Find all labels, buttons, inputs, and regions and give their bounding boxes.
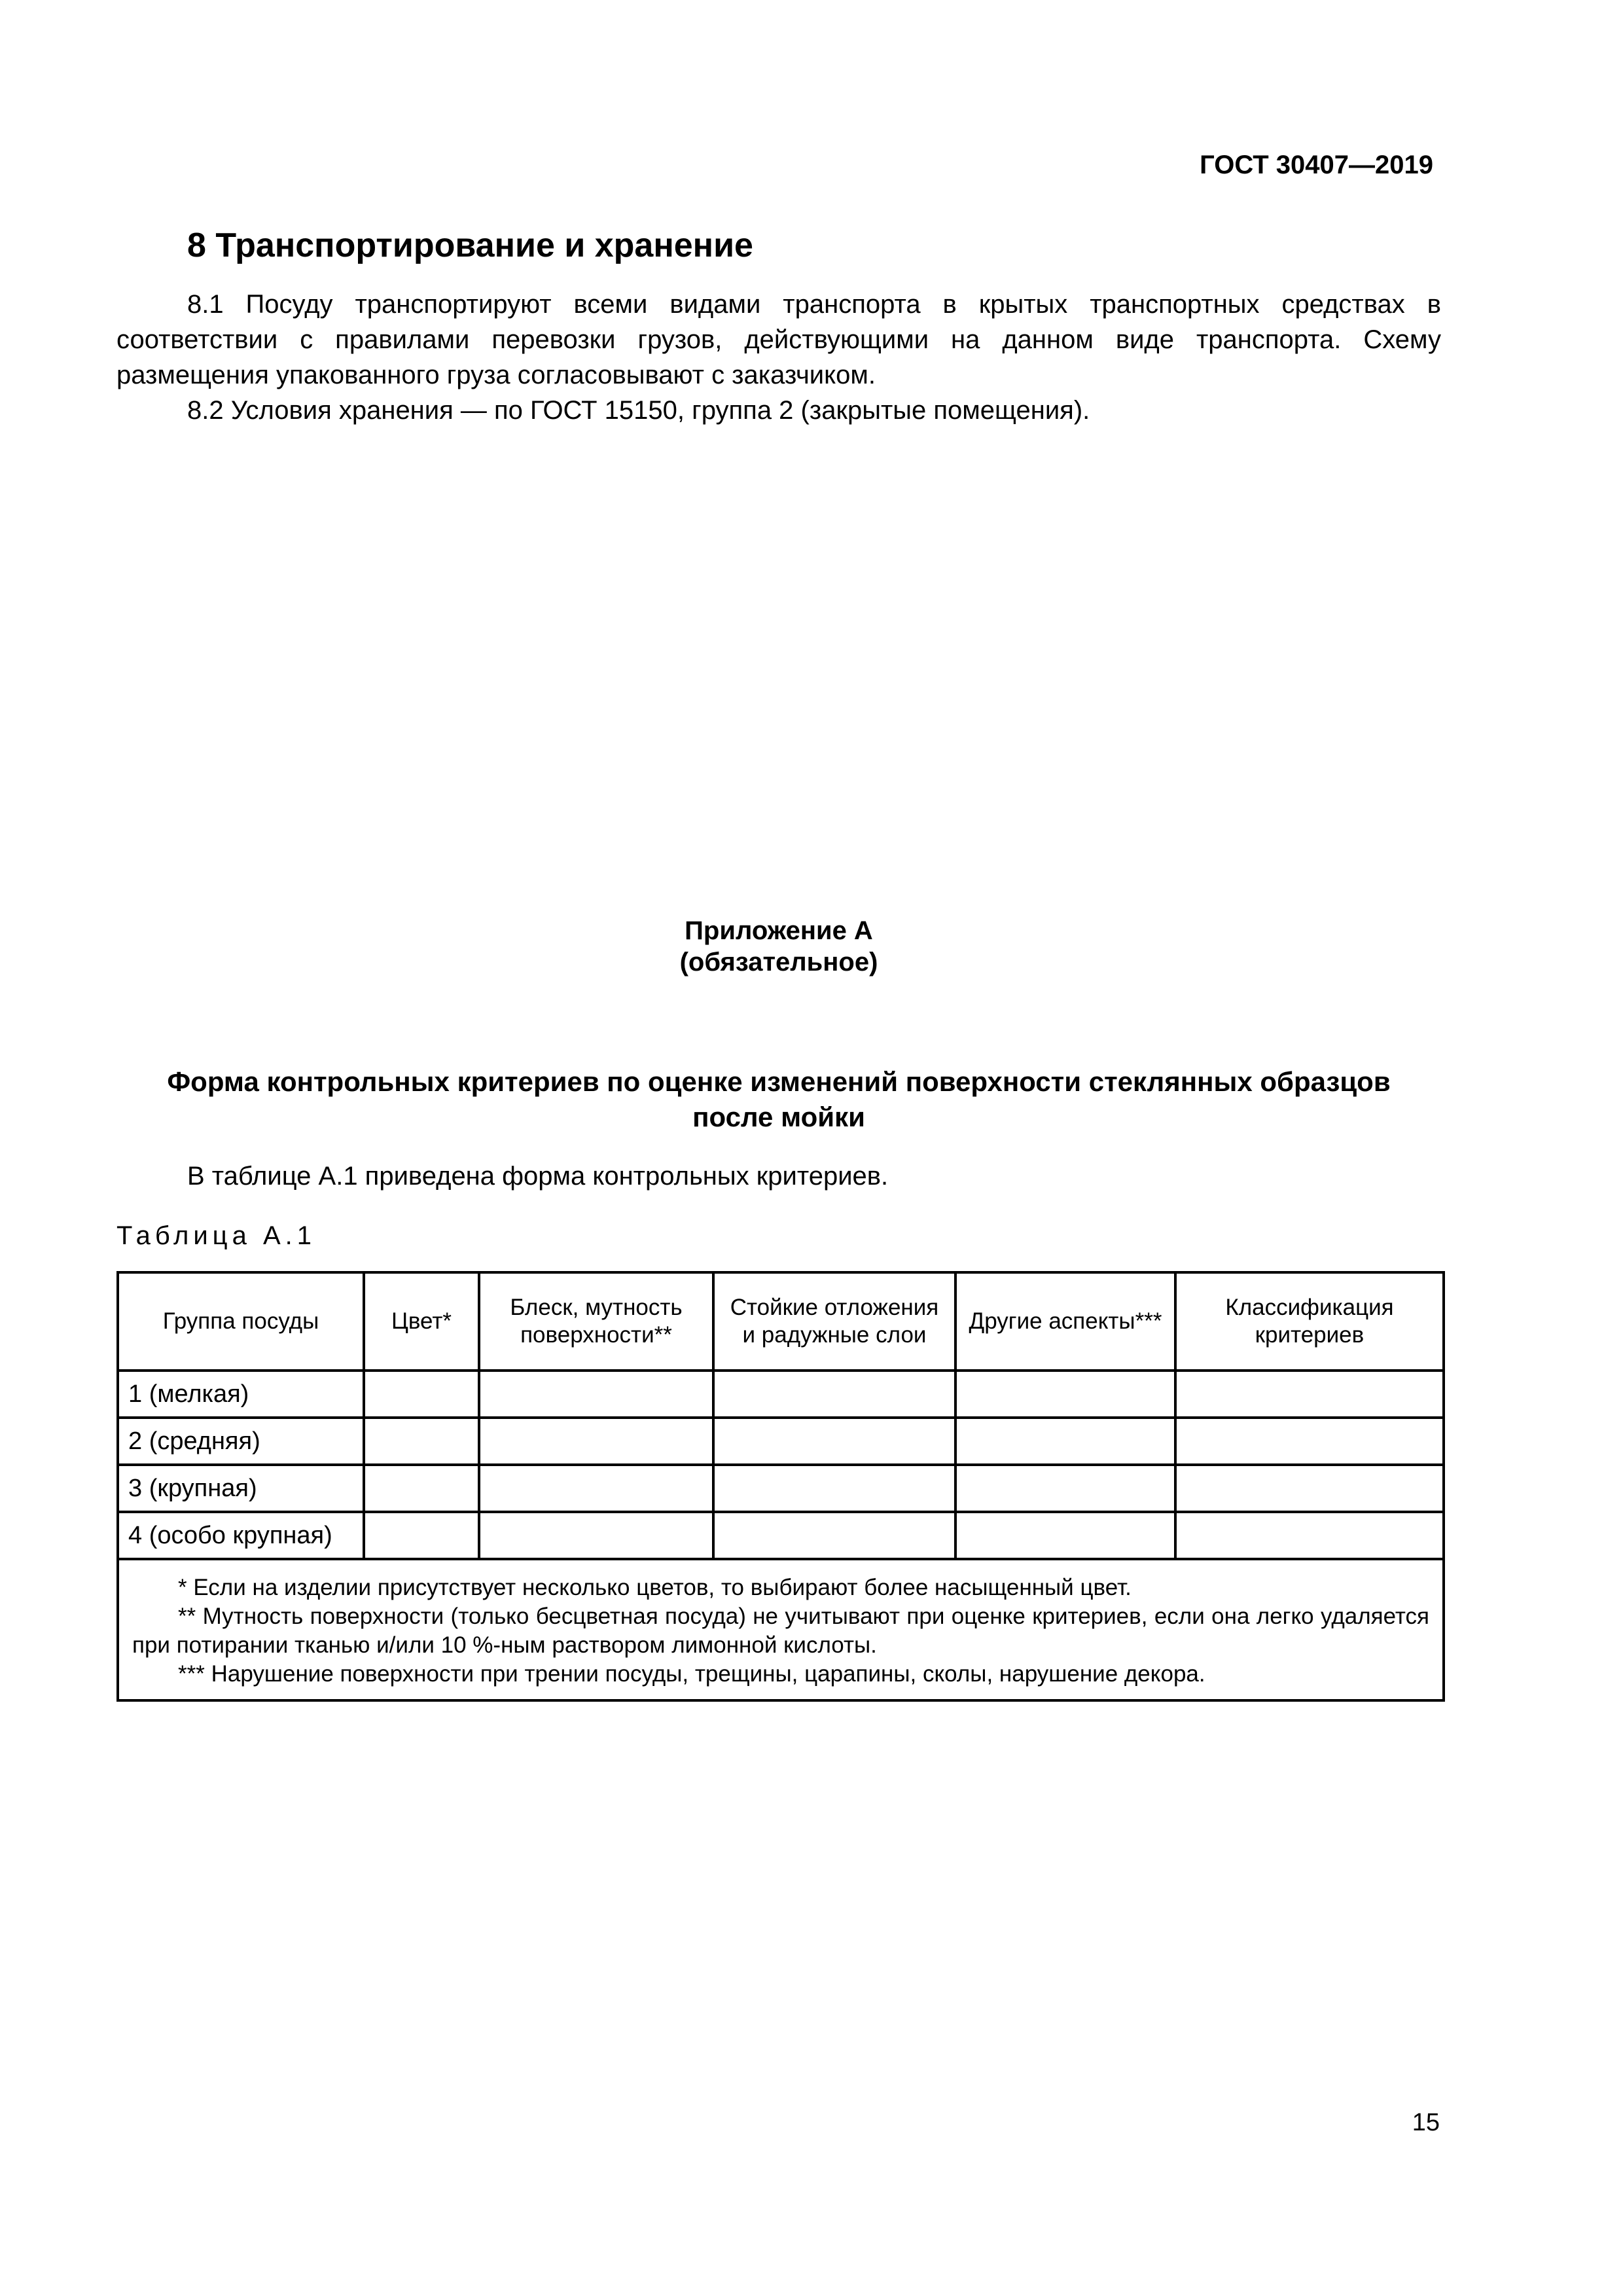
- table-notes-row: [118, 1559, 1444, 1700]
- appendix-title-line-1: Форма контрольных критериев по оценке изменений поверхности стеклянных образцов: [167, 1066, 1391, 1097]
- table-row: [118, 1418, 1444, 1465]
- footnote-3: *** Нарушение поверхности при трении посуды, трещины, царапины, сколы, нарушение декора.: [178, 1661, 1205, 1687]
- appendix-heading: [116, 915, 1441, 978]
- empty-cell: [1175, 1465, 1444, 1512]
- criteria-table: [116, 1271, 1445, 1702]
- table-row: [118, 1371, 1444, 1418]
- table-label: Таблица А.1: [116, 1221, 316, 1250]
- appendix-intro: В таблице А.1 приведена форма контрольных критериев.: [187, 1162, 889, 1191]
- empty-cell: [364, 1371, 479, 1418]
- empty-cell: [713, 1418, 955, 1465]
- empty-cell: [364, 1465, 479, 1512]
- empty-cell: [955, 1418, 1175, 1465]
- header-cell: Группа посуды: [118, 1272, 364, 1371]
- group-cell: 3 (крупная): [118, 1465, 364, 1512]
- appendix-title: [116, 1064, 1441, 1135]
- empty-cell: [955, 1465, 1175, 1512]
- empty-cell: [1175, 1418, 1444, 1465]
- standard-number: ГОСТ 30407—2019: [1200, 151, 1433, 179]
- empty-cell: [1175, 1371, 1444, 1418]
- empty-cell: [479, 1465, 713, 1512]
- empty-cell: [955, 1512, 1175, 1559]
- appendix-status: (обязательное): [679, 948, 878, 977]
- header-cell: Другие аспекты***: [955, 1272, 1175, 1371]
- paragraph-8-2: 8.2 Условия хранения — по ГОСТ 15150, группа 2 (закрытые помещения).: [187, 396, 1090, 425]
- header-cell: Блеск, мутность поверхности**: [479, 1272, 713, 1371]
- table-row: [118, 1465, 1444, 1512]
- empty-cell: [479, 1418, 713, 1465]
- empty-cell: [713, 1371, 955, 1418]
- section-title: 8 Транспортирование и хранение: [187, 226, 753, 264]
- empty-cell: [479, 1371, 713, 1418]
- paragraph-8-1: 8.1 Посуду транспортируют всеми видами транспорта в крытых транспортных средствах в соответствии с правилами перевозки грузов, действующими на данном виде транспорта. Схему размещения упакованного груза согласовывают с заказчиком.: [116, 290, 1441, 389]
- page-number: 15: [1412, 2109, 1440, 2136]
- appendix-title-line-2: после мойки: [692, 1102, 865, 1132]
- table-row: [118, 1512, 1444, 1559]
- header-cell: Стойкие отложения и радужные слои: [713, 1272, 955, 1371]
- group-cell: 1 (мелкая): [118, 1371, 364, 1418]
- empty-cell: [364, 1418, 479, 1465]
- empty-cell: [1175, 1512, 1444, 1559]
- group-cell: 4 (особо крупная): [118, 1512, 364, 1559]
- empty-cell: [955, 1371, 1175, 1418]
- footnote-1: * Если на изделии присутствует несколько цветов, то выбирают более насыщенный цвет.: [178, 1575, 1132, 1600]
- table-notes: [118, 1559, 1444, 1700]
- header-cell: Цвет*: [364, 1272, 479, 1371]
- empty-cell: [713, 1465, 955, 1512]
- empty-cell: [479, 1512, 713, 1559]
- table-header-row: [118, 1272, 1444, 1371]
- empty-cell: [713, 1512, 955, 1559]
- footnote-2: ** Мутность поверхности (только бесцветная посуда) не учитывают при оценке критериев, если она легко удаляется при потирании тканью и/или 10 %-ным раствором лимонной кислоты.: [132, 1604, 1429, 1658]
- header-cell: Классификация критериев: [1175, 1272, 1444, 1371]
- group-cell: 2 (средняя): [118, 1418, 364, 1465]
- appendix-label: Приложение А: [685, 916, 873, 945]
- empty-cell: [364, 1512, 479, 1559]
